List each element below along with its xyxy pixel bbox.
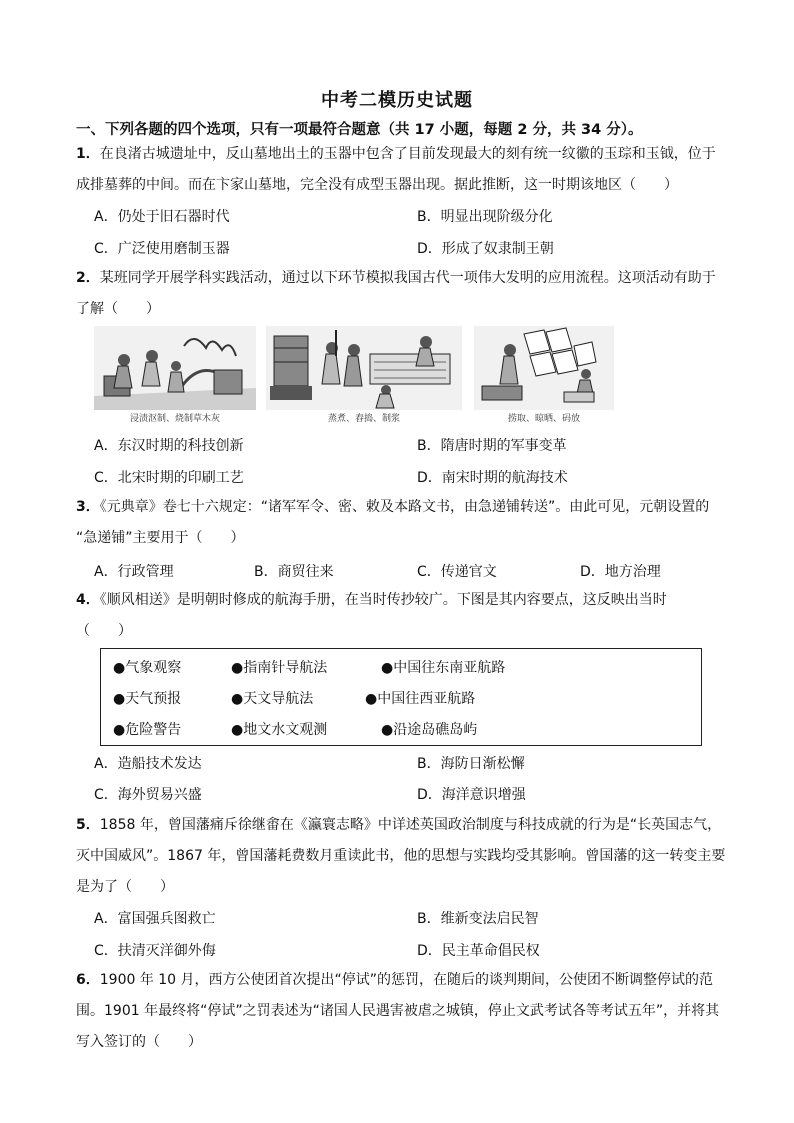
drying-scene-image [474,326,614,410]
question-5-line-1: 5．1858 年，曾国藩痛斥徐继畬在《瀛寰志略》中详述英国政治制度与科技成就的行为是“长英国志气， [76,817,722,833]
question-2-option-b[interactable]: B．隋唐时期的军事变革 [417,438,567,454]
point-terrain-hydrology: ●地文水文观测 [231,722,328,738]
question-6 [76,965,744,1058]
question-5-option-d[interactable]: D．民主革命倡民权 [417,943,540,959]
question-5-option-c[interactable]: C．扶清灭洋御外侮 [94,943,216,959]
question-2 [76,263,744,325]
question-2-line-1: 2．某班同学开展学科实践活动，通过以下环节模拟我国古代一项伟大发明的应用流程。这项活动有助于 [76,270,716,286]
point-compass-navigation: ●指南针导航法 [231,660,328,676]
question-2-option-c[interactable]: C．北宋时期的印刷工艺 [94,470,244,486]
question-4-option-c[interactable]: C．海外贸易兴盛 [94,787,202,803]
question-4-option-d[interactable]: D．海洋意识增强 [417,787,526,803]
question-6-line-1: 6．1900 年 10 月，西方公使团首次提出“停试”的惩罚，在随后的谈判期间，公使团不断调整停试的范 [76,972,714,988]
illustration-drying [474,326,614,424]
question-5 [76,810,744,903]
papermaking-illustrations [94,326,614,424]
illustration-drying-caption: 捞取、晾晒、码放 [507,414,580,424]
question-2-line-2: 了解（ ） [76,301,160,317]
page-title: 中考二模历史试题 [321,90,473,111]
question-4 [76,585,744,647]
point-route-southeast-asia: ●中国往东南亚航路 [381,660,506,676]
point-weather-forecast: ●天气预报 [113,691,182,707]
point-weather-observation: ●气象观察 [113,660,182,676]
question-3-number: 3． [76,499,100,515]
question-5-option-b[interactable]: B．维新变法启民智 [417,911,539,927]
question-4-option-a[interactable]: A．造船技术发达 [94,756,202,772]
question-3-option-d[interactable]: D．地方治理 [580,564,661,580]
section-heading: 一、下列各题的四个选项，只有一项最符合题意（共 17 小题，每题 2 分，共 34 分）。 [76,122,643,138]
question-1-option-a[interactable]: A．仍处于旧石器时代 [94,209,230,225]
question-2-option-a[interactable]: A．东汉时期的科技创新 [94,438,244,454]
question-3 [76,492,744,554]
question-3-option-a[interactable]: A．行政管理 [94,564,174,580]
illustration-boiling-caption: 蒸煮、舂捣、制浆 [327,414,400,424]
navigation-manual-points-box [100,648,702,746]
illustration-boiling [266,326,462,424]
question-5-line-3: 是为了（ ） [76,879,174,895]
question-5-number: 5． [76,817,100,833]
question-5-option-a[interactable]: A．富国强兵图救亡 [94,911,216,927]
question-6-line-3: 写入签订的（ ） [76,1034,202,1050]
question-1-option-c[interactable]: C．广泛使用磨制玉器 [94,241,230,257]
point-route-west-asia: ●中国往西亚航路 [365,691,476,707]
question-5-line-2: 灭中国威风”。1867 年，曾国藩耗费数月重读此书，他的思想与实践均受其影响。曾国藩的这一转变主要 [76,848,726,864]
boiling-scene-image [266,326,462,410]
point-astronomical-navigation: ●天文导航法 [231,691,314,707]
point-danger-warning: ●危险警告 [113,722,182,738]
illustration-soaking-caption: 浸渍沤制、烧制草木灰 [129,414,220,424]
question-6-line-2: 围。1901 年最终将“停试”之罚表述为“诸国人民遇害被虐之城镇，停止文武考试各等考试五年”，并将其 [76,1003,720,1019]
question-3-line-1: 3．《元典章》卷七十六规定：“诸军军令、密、敕及本路文书，由急递铺转送”。由此可见，元朝设置的 [76,499,710,515]
question-3-option-c[interactable]: C．传递官文 [417,564,497,580]
question-2-number: 2． [76,270,100,286]
question-3-option-b[interactable]: B．商贸往来 [254,564,334,580]
question-4-line-1: 4．《顺风相送》是明朝时修成的航海手册，在当时传抄较广。下图是其内容要点，这反映出当时 [76,592,667,608]
illustration-soaking [94,326,256,424]
soaking-scene-image [94,326,256,410]
point-islands-reefs: ●沿途岛礁岛屿 [381,722,478,738]
question-1-line-1: 1．在良渚古城遗址中，反山墓地出土的玉器中包含了目前发现最大的刻有统一纹徽的玉琮和玉钺，位于 [76,146,716,162]
question-1-number: 1． [76,146,100,162]
question-1-option-d[interactable]: D．形成了奴隶制王朝 [417,241,554,257]
question-4-option-b[interactable]: B．海防日渐松懈 [417,756,525,772]
question-4-number: 4． [76,592,100,608]
question-1 [76,139,744,201]
question-1-line-2: 成排墓葬的中间。而在卞家山墓地，完全没有成型玉器出现。据此推断，这一时期该地区（ ） [76,177,678,193]
question-2-option-d[interactable]: D．南宋时期的航海技术 [417,470,568,486]
question-6-number: 6． [76,972,100,988]
question-3-line-2: “急递铺”主要用于（ ） [76,530,245,546]
question-1-option-b[interactable]: B．明显出现阶级分化 [417,209,553,225]
question-4-line-2: （ ） [76,623,132,639]
